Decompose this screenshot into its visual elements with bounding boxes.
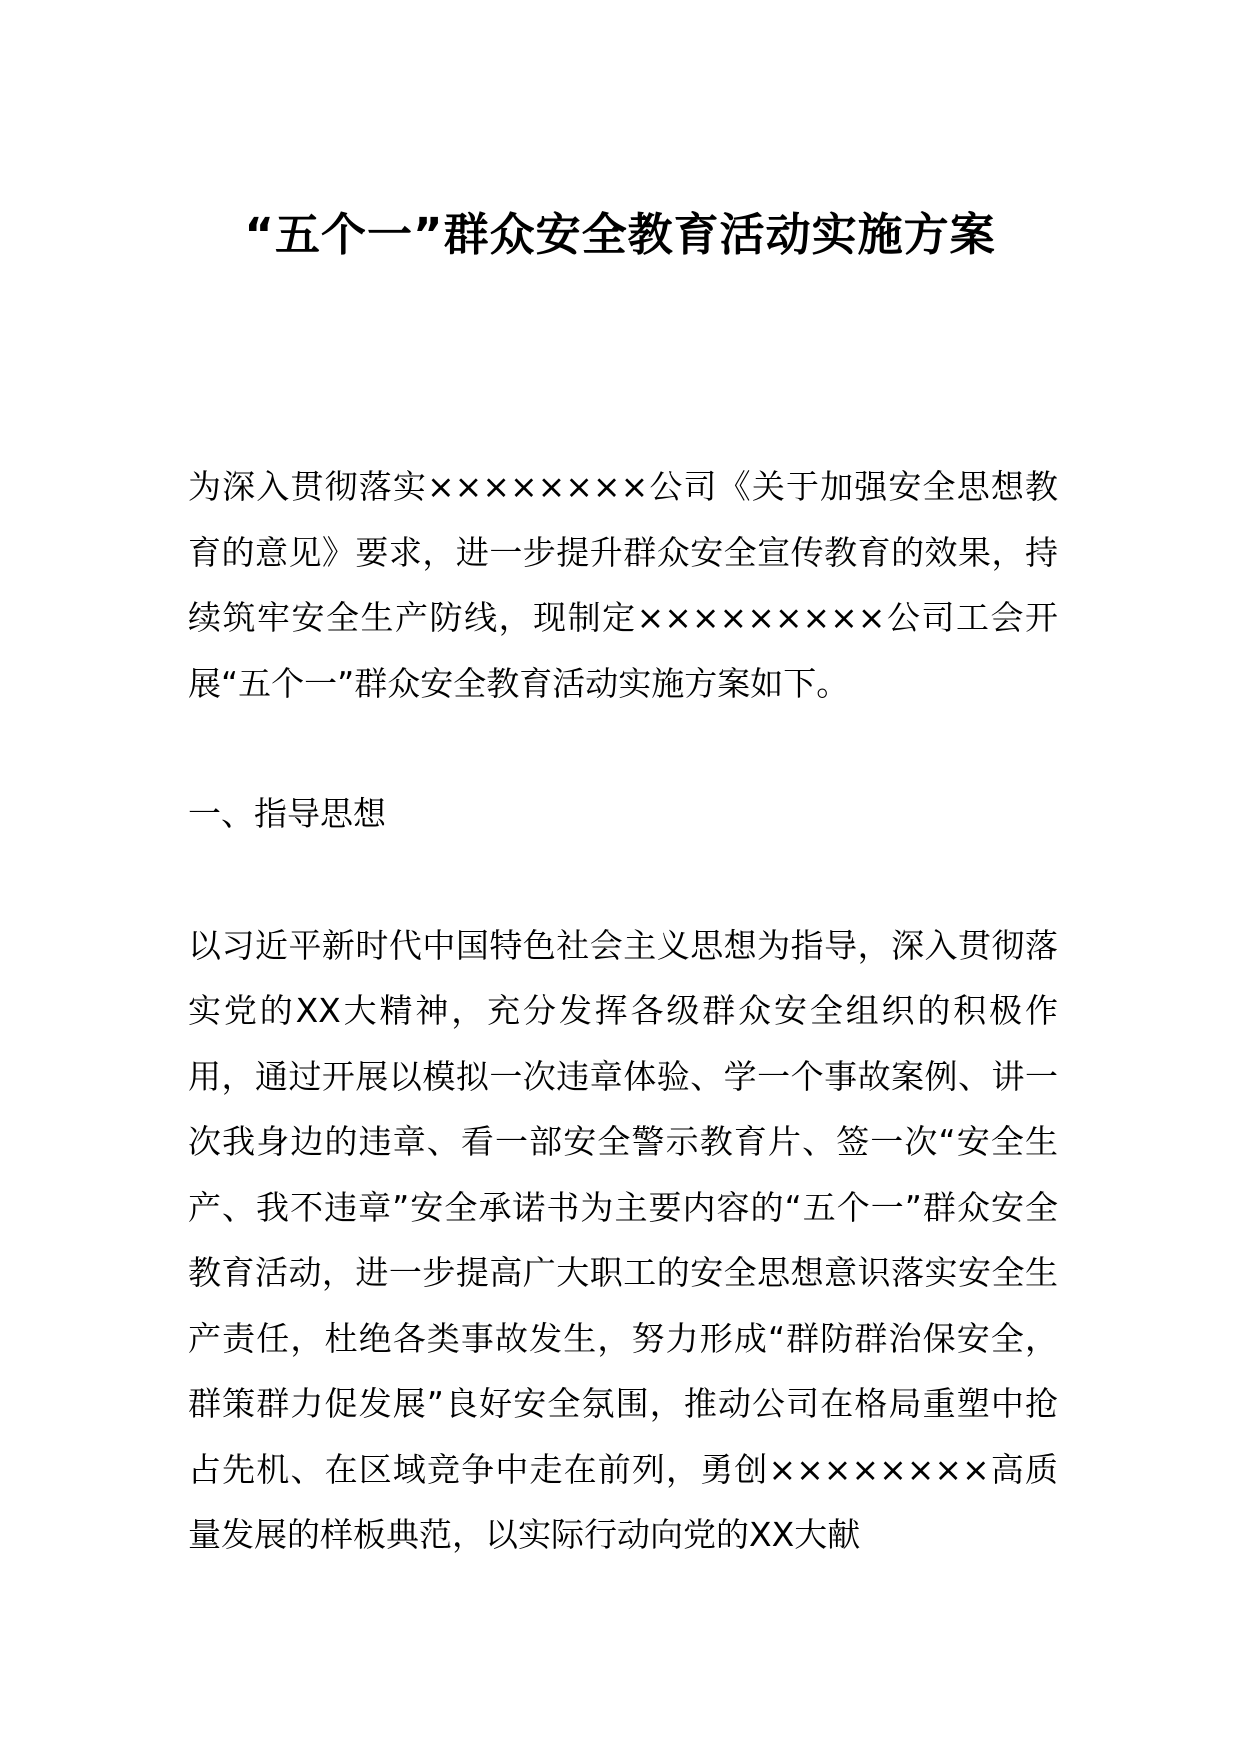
document-title: “五个一”群众安全教育活动实施方案 — [244, 208, 996, 261]
paragraph-spacer — [188, 847, 1058, 913]
paragraph-spacer — [188, 716, 1058, 781]
document-body — [188, 454, 1058, 1568]
section-heading-guiding-ideology: 一、指导思想 — [188, 794, 386, 833]
intro-paragraph: 为深入贯彻落实××××××××公司《关于加强安全思想教育的意见》要求，进一步提升群众安全宣传教育的效果，持续筑牢安全生产防线，现制定×××××××××公司工会开展“五个一”群众安全教育活动实施方案如下。 — [188, 467, 1058, 703]
section-body-guiding-ideology: 以习近平新时代中国特色社会主义思想为指导，深入贯彻落实党的XX大精神，充分发挥各级群众安全组织的积极作用，通过开展以模拟一次违章体验、学一个事故案例、讲一次我身边的违章、看一部安全警示教育片、签一次“安全生产、我不违章”安全承诺书为主要内容的“五个一”群众安全教育活动，进一步提高广大职工的安全思想意识落实安全生产责任，杜绝各类事故发生，努力形成“群防群治保安全，群策群力促发展”良好安全氛围，推动公司在格局重塑中抢占先机、在区域竞争中走在前列，勇创××××××××高质量发展的样板典范，以实际行动向党的XX大献 — [188, 925, 1058, 1554]
